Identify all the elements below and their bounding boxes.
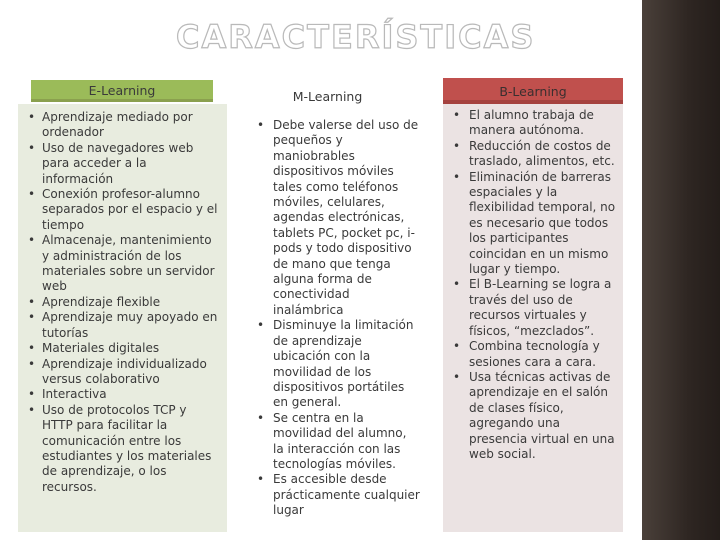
bullet-icon: • (28, 341, 36, 356)
list-item-text: Eliminación de barreras espaciales y la flexibilidad temporal, no es necesario que todos los participantes coincidan en un mismo lugar y tiempo. (469, 169, 616, 277)
list-item (26, 341, 219, 356)
bullet-icon: • (453, 138, 461, 153)
list-item (26, 310, 219, 341)
list-item-text: Usa técnicas activas de aprendizaje en el salón de clases físico, agregando una presencia virtual en una web social. (469, 369, 615, 461)
bullet-icon: • (453, 108, 461, 122)
bullet-icon: • (257, 118, 265, 132)
list-item (451, 108, 617, 139)
m-learning-list (255, 118, 420, 519)
list-item (255, 411, 420, 473)
list-item-text: Combina tecnología y sesiones cara a cara. (469, 339, 600, 369)
list-item (451, 339, 617, 370)
e-learning-header: E-Learning (31, 80, 213, 102)
bullet-icon: • (453, 369, 461, 384)
list-item (26, 233, 219, 295)
e-learning-body (18, 104, 227, 532)
list-item-text: Interactiva (42, 387, 107, 402)
list-item (255, 318, 420, 410)
bullet-icon: • (453, 169, 461, 184)
bullet-icon: • (28, 110, 36, 124)
list-item-text: Disminuye la limitación de aprendizaje ubicación con la movilidad de los dispositivos portátiles en general. (273, 318, 414, 410)
list-item (255, 472, 420, 518)
bullet-icon: • (453, 339, 461, 354)
decorative-side-band (642, 0, 720, 540)
list-item-text: Reducción de costos de traslado, alimentos, etc. (469, 138, 615, 169)
b-learning-list (451, 108, 617, 462)
b-learning-body (443, 104, 623, 532)
slide-title: CARACTERÍSTICAS (176, 18, 536, 56)
list-item (26, 387, 219, 402)
list-item-text: El B-Learning se logra a través del uso de recursos virtuales y físicos, “mezclados”. (469, 277, 612, 338)
list-item (451, 370, 617, 462)
list-item-text: Es accesible desde prácticamente cualquier lugar (273, 472, 420, 518)
list-item (26, 187, 219, 233)
bullet-icon: • (453, 277, 461, 292)
bullet-icon: • (257, 318, 265, 333)
m-learning-body (245, 114, 422, 528)
list-item (451, 277, 617, 339)
list-item-text: Aprendizaje mediado por ordenador (42, 110, 193, 140)
list-item (26, 141, 219, 187)
bullet-icon: • (28, 140, 36, 155)
bullet-icon: • (28, 294, 36, 309)
list-item (26, 295, 219, 310)
list-item-text: Aprendizaje muy apoyado en tutorías (42, 310, 218, 340)
bullet-icon: • (257, 410, 265, 425)
bullet-icon: • (28, 233, 36, 248)
list-item (26, 110, 219, 141)
list-item-text: Conexión profesor-alumno separados por el espacio y el tiempo (42, 187, 218, 232)
list-item-text: Se centra en la movilidad del alumno, la interacción con las tecnologías móviles. (273, 410, 407, 471)
bullet-icon: • (28, 187, 36, 202)
list-item-text: Almacenaje, mantenimiento y administración de los materiales sobre un servidor web (42, 233, 215, 294)
bullet-icon: • (257, 472, 265, 487)
bullet-icon: • (28, 402, 36, 417)
list-item-text: Aprendizaje individualizado versus colaborativo (42, 356, 207, 386)
bullet-icon: • (28, 310, 36, 325)
list-item-text: Debe valerse del uso de pequeños y maniobrables dispositivos móviles tales como teléfonos móviles, celulares, agendas electrónicas, tablets PC, pocket pc, i-pods y todo dispositivo de mano que tenga alguna forma de conectividad inalámbrica (273, 118, 419, 317)
list-item-text: Materiales digitales (42, 341, 160, 356)
list-item (26, 357, 219, 388)
bullet-icon: • (28, 387, 36, 402)
bullet-icon: • (28, 356, 36, 371)
m-learning-header: M-Learning (229, 86, 426, 110)
list-item-text: Uso de navegadores web para acceder a la información (42, 140, 194, 186)
list-item-text: Uso de protocolos TCP y HTTP para facilitar la comunicación entre los estudiantes y los materiales de aprendizaje, o los recursos. (42, 402, 212, 494)
b-learning-header: B-Learning (443, 78, 623, 104)
list-item-text: El alumno trabaja de manera autónoma. (469, 108, 594, 138)
list-item-text: Aprendizaje flexible (42, 294, 161, 309)
list-item (451, 170, 617, 278)
list-item (451, 139, 617, 170)
e-learning-list (26, 110, 219, 495)
list-item (26, 403, 219, 495)
list-item (255, 118, 420, 318)
